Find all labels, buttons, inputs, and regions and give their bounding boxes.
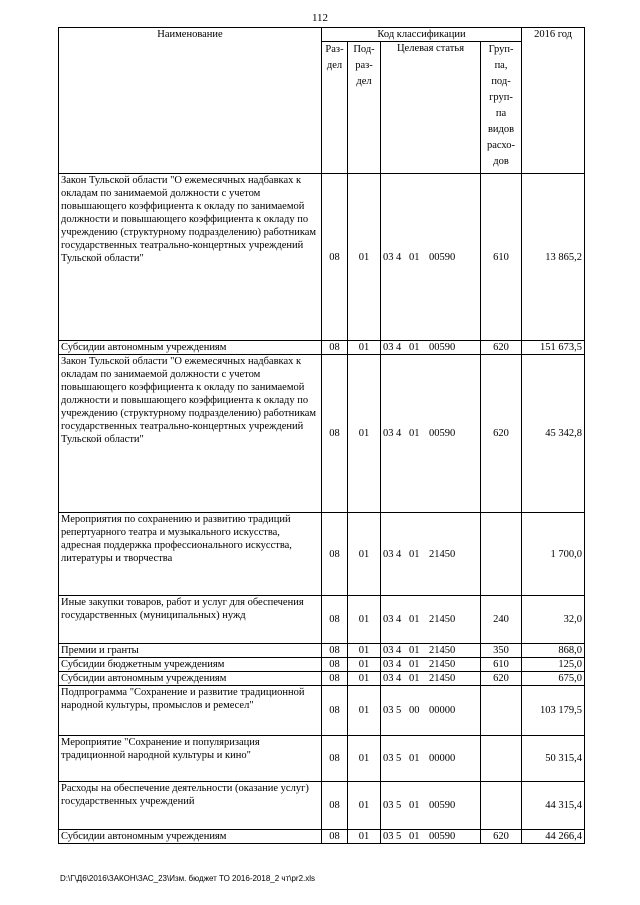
- row-amount: 151 673,5: [522, 341, 585, 355]
- table-row: [59, 596, 585, 644]
- row-expense-group: [481, 686, 522, 736]
- file-path-footer: D:\Г\Д6\2016\ЗАКОН\ЗАС_23\Изм. бюджет ТО 2016-2018_2 чт\pr2.xls: [60, 874, 316, 883]
- row-name: Закон Тульской области "О ежемесячных надбавках к окладам по занимаемой должности с учетом повышающего коэффициента к окладу по занимаемой должности и повышающего коэффициента к окладу по учреждению (структурному подразделению) работникам государственных театрально-концертных учреждений Тульской области": [59, 355, 322, 513]
- row-subsection: 01: [348, 513, 381, 596]
- row-target-article: [381, 672, 481, 686]
- target-program-code: 03: [383, 705, 394, 716]
- row-section: 08: [322, 644, 348, 658]
- row-subsection: 01: [348, 782, 381, 830]
- row-expense-group: 620: [481, 830, 522, 844]
- row-name: Мероприятие "Сохранение и популяризация традиционной народной культуры и кино": [59, 736, 322, 782]
- row-section: 08: [322, 355, 348, 513]
- row-section: 08: [322, 174, 348, 341]
- row-target-article: [381, 658, 481, 672]
- table-row: [59, 658, 585, 672]
- row-subsection: 01: [348, 644, 381, 658]
- target-subprogram-code: 5: [396, 831, 402, 842]
- target-event-code: 01: [409, 342, 420, 353]
- row-name: Закон Тульской области "О ежемесячных надбавках к окладам по занимаемой должности с учетом повышающего коэффициента к окладу по занимаемой должности и повышающего коэффициента к окладу по учреждению (структурному подразделению) работникам государственных театрально-концертных учреждений Тульской области": [59, 174, 322, 341]
- table-row: [59, 174, 585, 341]
- row-amount: 1 700,0: [522, 513, 585, 596]
- row-name: Премии и гранты: [59, 644, 322, 658]
- target-event-code: 01: [409, 753, 420, 764]
- target-event-code: 01: [409, 800, 420, 811]
- row-subsection: 01: [348, 596, 381, 644]
- target-event-code: 01: [409, 614, 420, 625]
- target-subprogram-code: 4: [396, 251, 402, 263]
- target-event-code: 01: [409, 673, 420, 684]
- target-subprogram-code: 4: [396, 548, 402, 560]
- row-target-article: [381, 736, 481, 782]
- target-program-code: 03: [383, 428, 394, 439]
- row-name: Субсидии автономным учреждениям: [59, 830, 322, 844]
- row-section: 08: [322, 341, 348, 355]
- target-program-code: 03: [383, 614, 394, 625]
- target-subprogram-code: 4: [396, 659, 402, 670]
- table-row: [59, 736, 585, 782]
- target-program-code: 03: [383, 673, 394, 684]
- row-target-article: [381, 596, 481, 644]
- row-name: Мероприятия по сохранению и развитию традиций репертуарного театра и музыкального искусства, адресная поддержка профессионального искусства, литературы и творчества: [59, 513, 322, 596]
- row-amount: 45 342,8: [522, 355, 585, 513]
- header-expense-group: Груп- па, под- груп- па видов расхо- дов: [481, 42, 522, 174]
- row-section: 08: [322, 686, 348, 736]
- header-section: Раз- дел: [322, 42, 348, 174]
- row-section: 08: [322, 658, 348, 672]
- target-direction-code: 00590: [429, 251, 456, 263]
- header-code-group: Код классификации: [322, 28, 522, 42]
- row-subsection: 01: [348, 686, 381, 736]
- row-expense-group: 350: [481, 644, 522, 658]
- target-program-code: 03: [383, 659, 394, 670]
- row-expense-group: 620: [481, 341, 522, 355]
- row-target-article: [381, 782, 481, 830]
- target-program-code: 03: [383, 251, 394, 263]
- row-section: 08: [322, 782, 348, 830]
- row-expense-group: 620: [481, 672, 522, 686]
- target-program-code: 03: [383, 800, 394, 811]
- page-number: 112: [311, 12, 329, 24]
- target-direction-code: 00000: [429, 753, 456, 764]
- row-subsection: 01: [348, 830, 381, 844]
- target-subprogram-code: 4: [396, 428, 402, 439]
- row-amount: 125,0: [522, 658, 585, 672]
- target-event-code: 01: [409, 548, 420, 560]
- table-row: [59, 672, 585, 686]
- target-event-code: 00: [409, 705, 420, 716]
- table-row: [59, 355, 585, 513]
- row-subsection: 01: [348, 736, 381, 782]
- row-section: 08: [322, 513, 348, 596]
- row-name: Субсидии бюджетным учреждениям: [59, 658, 322, 672]
- target-direction-code: 00000: [429, 705, 456, 716]
- row-amount: 868,0: [522, 644, 585, 658]
- row-amount: 103 179,5: [522, 686, 585, 736]
- row-expense-group: 610: [481, 174, 522, 341]
- row-amount: 44 315,4: [522, 782, 585, 830]
- row-amount: 50 315,4: [522, 736, 585, 782]
- row-expense-group: [481, 782, 522, 830]
- row-subsection: 01: [348, 355, 381, 513]
- header-target-article: Целевая статья: [381, 42, 481, 174]
- table-row: [59, 782, 585, 830]
- target-direction-code: 00590: [429, 831, 456, 842]
- table-row: [59, 341, 585, 355]
- row-amount: 13 865,2: [522, 174, 585, 341]
- target-program-code: 03: [383, 831, 394, 842]
- row-section: 08: [322, 830, 348, 844]
- row-target-article: [381, 830, 481, 844]
- row-name: Иные закупки товаров, работ и услуг для обеспечения государственных (муниципальных) нужд: [59, 596, 322, 644]
- row-name: Субсидии автономным учреждениям: [59, 672, 322, 686]
- row-amount: 32,0: [522, 596, 585, 644]
- target-program-code: 03: [383, 548, 394, 560]
- table-row: [59, 686, 585, 736]
- row-expense-group: [481, 736, 522, 782]
- row-target-article: [381, 686, 481, 736]
- target-subprogram-code: 5: [396, 705, 402, 716]
- target-subprogram-code: 4: [396, 342, 402, 353]
- target-event-code: 01: [409, 428, 420, 439]
- target-direction-code: 21450: [429, 614, 456, 625]
- target-event-code: 01: [409, 645, 420, 656]
- row-subsection: 01: [348, 672, 381, 686]
- table-row: [59, 830, 585, 844]
- target-subprogram-code: 4: [396, 614, 402, 625]
- row-expense-group: [481, 513, 522, 596]
- target-program-code: 03: [383, 645, 394, 656]
- table-row: [59, 644, 585, 658]
- target-event-code: 01: [409, 831, 420, 842]
- row-section: 08: [322, 736, 348, 782]
- row-name: Субсидии автономным учреждениям: [59, 341, 322, 355]
- row-target-article: [381, 513, 481, 596]
- header-subsection: Под- раз- дел: [348, 42, 381, 174]
- target-direction-code: 21450: [429, 548, 456, 560]
- row-name: Подпрограмма "Сохранение и развитие традиционной народной культуры, промыслов и ремесел": [59, 686, 322, 736]
- row-subsection: 01: [348, 341, 381, 355]
- table-row: [59, 513, 585, 596]
- header-year: 2016 год: [522, 28, 585, 174]
- target-program-code: 03: [383, 342, 394, 353]
- target-direction-code: 00590: [429, 428, 456, 439]
- target-event-code: 01: [409, 659, 420, 670]
- row-amount: 675,0: [522, 672, 585, 686]
- target-event-code: 01: [409, 251, 420, 263]
- target-subprogram-code: 5: [396, 800, 402, 811]
- row-subsection: 01: [348, 174, 381, 341]
- row-target-article: [381, 341, 481, 355]
- row-target-article: [381, 644, 481, 658]
- header-name: Наименование: [59, 28, 322, 174]
- target-direction-code: 00590: [429, 342, 456, 353]
- row-expense-group: 620: [481, 355, 522, 513]
- row-amount: 44 266,4: [522, 830, 585, 844]
- target-subprogram-code: 4: [396, 645, 402, 656]
- budget-table: [58, 27, 585, 844]
- row-subsection: 01: [348, 658, 381, 672]
- row-name: Расходы на обеспечение деятельности (оказание услуг) государственных учреждений: [59, 782, 322, 830]
- row-section: 08: [322, 672, 348, 686]
- row-target-article: [381, 355, 481, 513]
- target-direction-code: 21450: [429, 659, 456, 670]
- row-target-article: [381, 174, 481, 341]
- target-direction-code: 00590: [429, 800, 456, 811]
- target-subprogram-code: 5: [396, 753, 402, 764]
- target-subprogram-code: 4: [396, 673, 402, 684]
- target-direction-code: 21450: [429, 673, 456, 684]
- row-section: 08: [322, 596, 348, 644]
- row-expense-group: 240: [481, 596, 522, 644]
- target-direction-code: 21450: [429, 645, 456, 656]
- target-program-code: 03: [383, 753, 394, 764]
- row-expense-group: 610: [481, 658, 522, 672]
